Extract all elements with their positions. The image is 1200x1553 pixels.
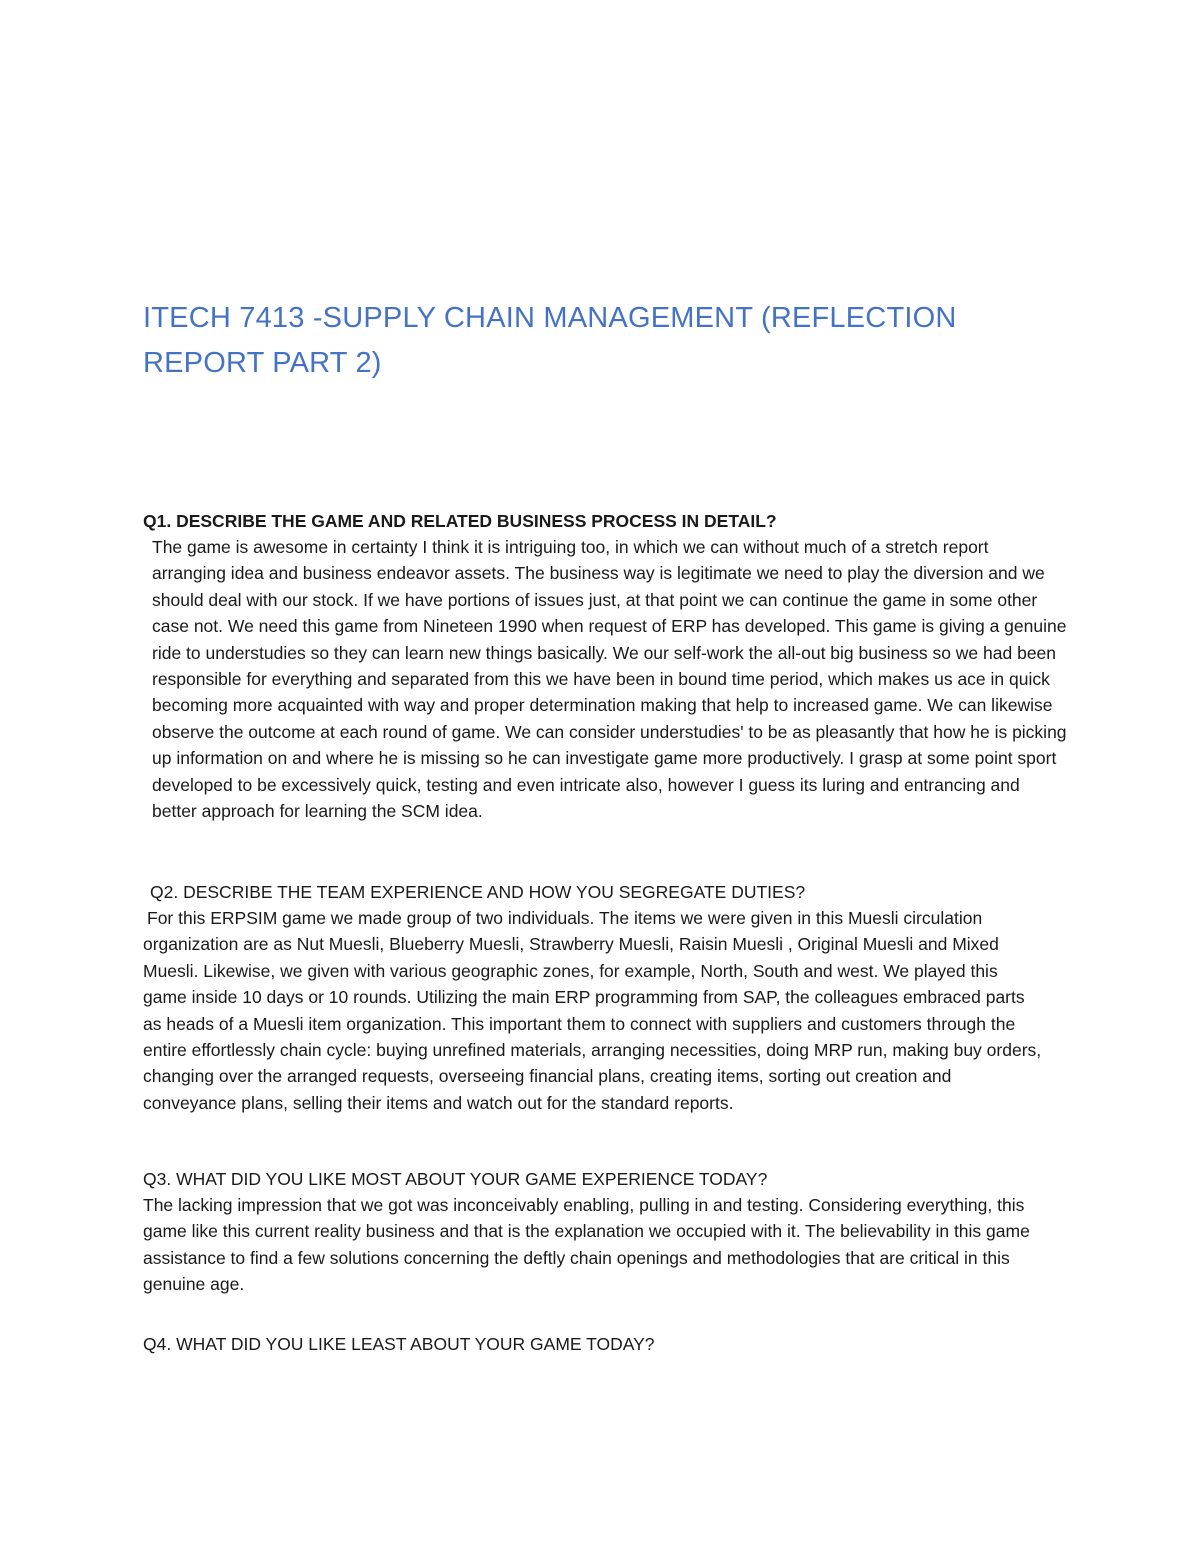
answer-paragraph-2: For this ERPSIM game we made group of two individuals. The items we were given in this Muesli circulation organization are as Nut Muesli, Blueberry Muesli, Strawberry Muesli, Raisin Muesli , Original Muesli and Mixed Muesli. Likewise, we given with various geographic zones, for example, North, South and west. We played this game inside 10 days or 10 rounds. Utilizing the main ERP programming from SAP, the colleagues embraced parts as heads of a Muesli item organization. This important them to connect with suppliers and customers through the entire effortlessly chain cycle: buying unrefined materials, arranging necessities, doing MRP run, making buy orders, changing over the arranged requests, overseeing financial plans, creating items, sorting out creation and conveyance plans, selling their items and watch out for the standard reports.	[143, 908, 1042, 1113]
question-section-3	[143, 1166, 1073, 1298]
document-title: ITECH 7413 -SUPPLY CHAIN MANAGEMENT (REFLECTION REPORT PART 2)	[143, 302, 957, 379]
question-heading-1: Q1. DESCRIBE THE GAME AND RELATED BUSINESS PROCESS IN DETAIL?	[143, 511, 777, 531]
answer-paragraph-1: The game is awesome in certainty I think it is intriguing too, in which we can without much of a stretch report arranging idea and business endeavor assets. The business way is legitimate we need to play the diversion and we should deal with our stock. If we have portions of issues just, at that point we can continue the game in some other case not. We need this game from Nineteen 1990 when request of ERP has developed. This game is giving a genuine ride to understudies so they can learn new things basically. We our self-work the all-out big business so we had been responsible for everything and separated from this we have been in bound time period, which makes us ace in quick becoming more acquainted with way and proper determination making that help to increased game. We can likewise observe the outcome at each round of game. We can consider understudies' to be as pleasantly that how he is picking up information on and where he is missing so he can investigate game more productively. I grasp at some point sport developed to be excessively quick, testing and even intricate also, however I guess its luring and entrancing and better approach for learning the SCM idea.	[152, 537, 1067, 822]
question-section-4	[143, 1331, 1073, 1357]
question-heading-4: Q4. WHAT DID YOU LIKE LEAST ABOUT YOUR GAME TODAY?	[143, 1334, 655, 1354]
question-section-1	[143, 508, 1073, 824]
answer-paragraph-3: The lacking impression that we got was inconceivably enabling, pulling in and testing. Considering everything, this game like this current reality business and that is the explanation we occupied with it. The believability in this game assistance to find a few solutions concerning the deftly chain openings and methodologies that are critical in this genuine age.	[143, 1195, 1030, 1295]
question-heading-2: Q2. DESCRIBE THE TEAM EXPERIENCE AND HOW YOU SEGREGATE DUTIES?	[150, 882, 806, 902]
question-section-2	[143, 879, 1073, 1116]
question-heading-3: Q3. WHAT DID YOU LIKE MOST ABOUT YOUR GAME EXPERIENCE TODAY?	[143, 1169, 768, 1189]
